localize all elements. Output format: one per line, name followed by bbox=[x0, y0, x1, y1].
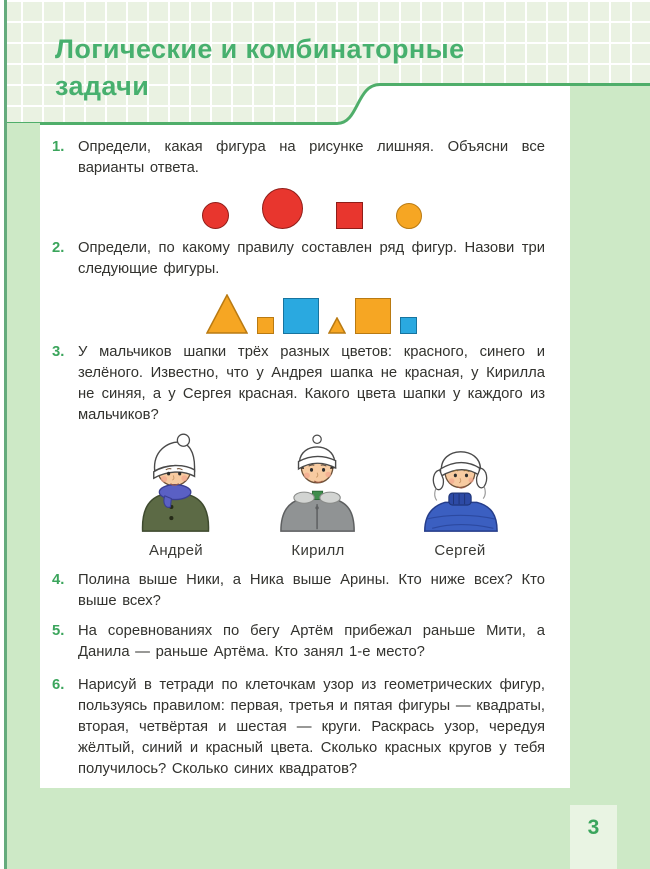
content-area bbox=[40, 123, 570, 780]
problem-6-text: Нарисуй в тетради по клеточкам узор из геометрических фигур, пользуясь правилом: первая, третья и пятая фигуры — квадраты, вторая, четвёртая и шестая — круги. Раскрась узор, чередуя жёлтый, синий и красный цвета. Сколько красных кругов у тебя получилось? Сколько синих квадратов? bbox=[78, 677, 545, 777]
footer-band bbox=[0, 788, 650, 869]
page-number: 3 bbox=[587, 816, 600, 839]
orange-triangle-figure bbox=[328, 317, 346, 334]
boy-sergey-drawing bbox=[410, 430, 510, 532]
boy-andrey bbox=[126, 430, 226, 559]
orange-square-figure bbox=[355, 298, 391, 334]
problem-5-text: На соревнованиях по бегу Артём прибежал раньше Мити, а Данила — раньше Артёма. Кто занял 1-е место? bbox=[78, 623, 545, 660]
left-margin-band bbox=[7, 123, 40, 788]
page-title-line2: задачи bbox=[55, 71, 150, 101]
orange-triangle-figure bbox=[206, 294, 248, 334]
problem-6 bbox=[52, 675, 545, 780]
problem-2-text: Определи, по какому правилу составлен ряд фигур. Назови три следующие фигуры. bbox=[78, 240, 545, 277]
boys-illustration bbox=[126, 430, 510, 559]
problem-4-number: 4. bbox=[52, 572, 65, 588]
boy-sergey-name: Сергей bbox=[434, 542, 486, 559]
boy-kirill bbox=[268, 430, 368, 559]
problem-2 bbox=[52, 238, 545, 280]
book-edge-line bbox=[4, 0, 7, 869]
boy-andrey-name: Андрей bbox=[149, 542, 203, 559]
problem-5 bbox=[52, 621, 545, 663]
blue-square-figure bbox=[283, 298, 319, 334]
problem-5-number: 5. bbox=[52, 623, 65, 639]
boy-andrey-drawing bbox=[126, 430, 226, 532]
figure-row-1 bbox=[78, 186, 545, 229]
boy-sergey bbox=[410, 430, 510, 559]
boy-kirill-drawing bbox=[268, 430, 368, 532]
right-margin-band bbox=[570, 86, 650, 869]
problem-6-number: 6. bbox=[52, 677, 65, 693]
problem-4-text: Полина выше Ники, а Ника выше Арины. Кто ниже всех? Кто выше всех? bbox=[78, 572, 545, 609]
orange-circle-figure bbox=[396, 203, 422, 229]
problem-4 bbox=[52, 570, 545, 612]
red-square-figure bbox=[336, 202, 363, 229]
blue-square-figure bbox=[400, 317, 417, 334]
orange-square-figure bbox=[257, 317, 274, 334]
red-circle-figure bbox=[262, 188, 303, 229]
problem-3-number: 3. bbox=[52, 344, 65, 360]
red-circle-figure bbox=[202, 202, 229, 229]
boy-kirill-name: Кирилл bbox=[291, 542, 345, 559]
problem-3 bbox=[52, 342, 545, 426]
page-number-tab bbox=[570, 805, 617, 869]
page-title-line1: Логические и комбинаторные bbox=[55, 34, 465, 64]
problem-1 bbox=[52, 137, 545, 179]
problem-1-text: Определи, какая фигура на рисунке лишняя. Объясни все варианты ответа. bbox=[78, 139, 545, 176]
problem-2-number: 2. bbox=[52, 240, 65, 256]
problem-3-text: У мальчиков шапки трёх разных цветов: красного, синего и зелёного. Известно, что у Андрея шапка не красная, у Кирилла не синяя, а у Сергея красная. Какого цвета шапки у каждого из мальчиков? bbox=[78, 344, 545, 423]
problem-1-number: 1. bbox=[52, 139, 65, 155]
page-title bbox=[55, 31, 535, 105]
figure-row-2 bbox=[78, 292, 545, 334]
